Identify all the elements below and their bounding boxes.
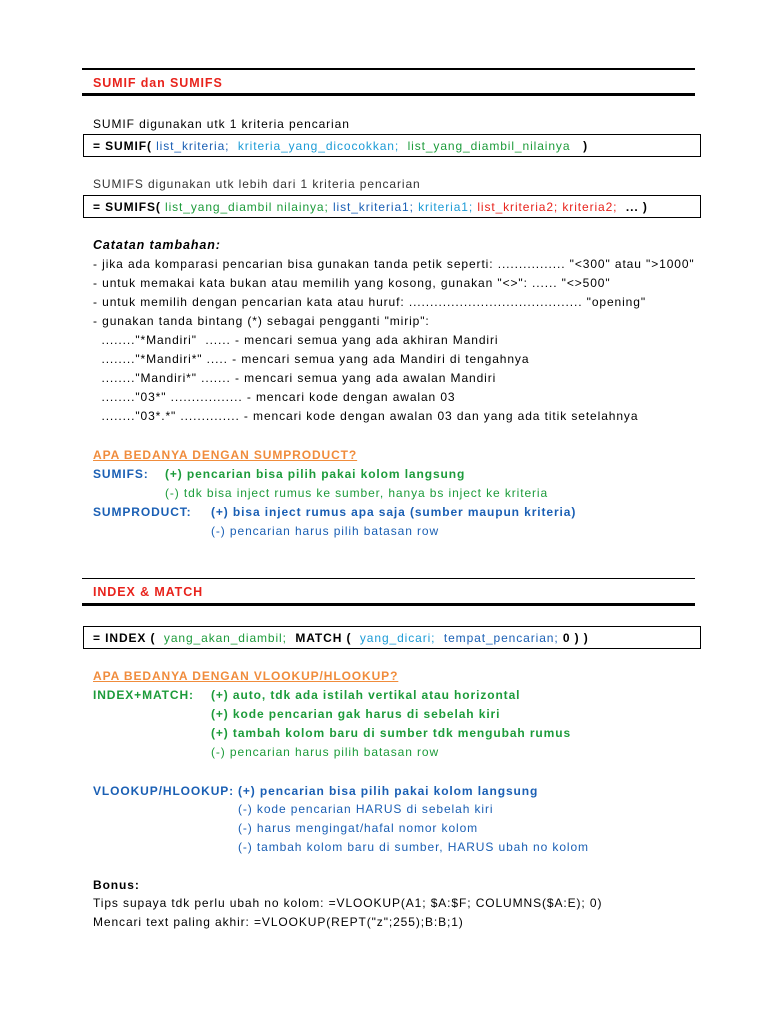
sumproduct-minus: (-) pencarian harus pilih batasan row (211, 524, 440, 538)
sumifs-arg-kriteria1: kriteria1; (418, 200, 474, 214)
sumifs-minus: (-) tdk bisa inject rumus ke sumber, hanya bs inject ke kriteria (165, 486, 549, 500)
index-arg-lookup: yang_dicari; (359, 631, 436, 645)
index-rule-thick (82, 603, 695, 606)
note-line: - untuk memilih dengan pencarian kata atau huruf: ......................................... "opening" (93, 295, 646, 309)
sumifs-arg-list-nilai: list_yang_diambil nilainya; (165, 200, 329, 214)
index-match-fn: MATCH ( (295, 631, 352, 645)
sumproduct-compare-title: APA BEDANYA DENGAN SUMPRODUCT? (93, 448, 358, 462)
top-rule-thin (82, 68, 695, 70)
sumifs-suffix: ... ) (625, 200, 648, 214)
note-line: - jika ada komparasi pencarian bisa gunakan tanda petik seperti: ................ "<300" atau ">1000" (93, 257, 695, 271)
sumifs-arg-list-kriteria2: list_kriteria2; (477, 200, 559, 214)
vlookup-compare-title: APA BEDANYA DENGAN VLOOKUP/HLOOKUP? (93, 669, 399, 683)
bonus-line: Tips supaya tdk perlu ubah no kolom: =VLOOKUP(A1; $A:$F; COLUMNS($A:E); 0) (93, 896, 603, 910)
sumproduct-label: SUMPRODUCT: (93, 505, 192, 519)
index-match-item: (+) kode pencarian gak harus di sebelah kiri (211, 707, 501, 721)
note-line: ........"03*.*" .............. - mencari kode dengan awalan 03 dan yang ada titik setelahnya (93, 409, 639, 423)
index-match-item: (+) tambah kolom baru di sumber tdk mengubah rumus (211, 726, 572, 740)
sumifs-description: SUMIFS digunakan utk lebih dari 1 kriteria pencarian (93, 177, 421, 191)
vlookup-item: (+) pencarian bisa pilih pakai kolom langsung (238, 784, 539, 798)
note-line: - gunakan tanda bintang (*) sebagai pengganti "mirip": (93, 314, 430, 328)
index-suffix: 0 ) ) (562, 631, 589, 645)
sumifs-prefix: = SUMIFS( (93, 200, 161, 214)
note-line: ........"*Mandiri" ...... - mencari semua yang ada akhiran Mandiri (93, 333, 499, 347)
sumifs-arg-list-kriteria1: list_kriteria1; (332, 200, 414, 214)
sumifs-formula-box (83, 195, 701, 218)
sumif-description: SUMIF digunakan utk 1 kriteria pencarian (93, 117, 350, 131)
note-line: ........"*Mandiri*" ..... - mencari semua yang ada Mandiri di tengahnya (93, 352, 530, 366)
bonus-title: Bonus: (93, 878, 140, 892)
sumifs-arg-kriteria2: kriteria2; (562, 200, 618, 214)
vlookup-label: VLOOKUP/HLOOKUP: (93, 784, 235, 798)
sumif-arg-kriteria: kriteria_yang_dicocokkan; (237, 139, 400, 153)
index-formula-box (83, 626, 701, 649)
index-arg-range: tempat_pencarian; (443, 631, 559, 645)
vlookup-item: (-) kode pencarian HARUS di sebelah kiri (238, 802, 494, 816)
index-match-label: INDEX+MATCH: (93, 688, 194, 702)
index-prefix: = INDEX ( (93, 631, 156, 645)
index-arg-result: yang_akan_diambil; (163, 631, 287, 645)
note-line: ........"Mandiri*" ....... - mencari semua yang ada awalan Mandiri (93, 371, 497, 385)
note-line: ........"03*" ................. - mencari kode dengan awalan 03 (93, 390, 456, 404)
sumif-arg-list-nilai: list_yang_diambil_nilainya (407, 139, 571, 153)
index-rule-thin (82, 578, 695, 579)
sumif-formula-box (83, 134, 701, 157)
index-match-item: (+) auto, tdk ada istilah vertikal atau horizontal (211, 688, 521, 702)
sumifs-plus: (+) pencarian bisa pilih pakai kolom langsung (165, 467, 466, 481)
vlookup-item: (-) harus mengingat/hafal nomor kolom (238, 821, 479, 835)
bonus-line: Mencari text paling akhir: =VLOOKUP(REPT("z";255);B:B;1) (93, 915, 464, 929)
notes-title: Catatan tambahan: (93, 238, 221, 252)
section-title-sumif: SUMIF dan SUMIFS (93, 76, 223, 90)
sumproduct-plus: (+) bisa inject rumus apa saja (sumber maupun kriteria) (211, 505, 577, 519)
index-match-item: (-) pencarian harus pilih batasan row (211, 745, 440, 759)
sumifs-label: SUMIFS: (93, 467, 149, 481)
sumif-prefix: = SUMIF( (93, 139, 152, 153)
vlookup-item: (-) tambah kolom baru di sumber, HARUS ubah no kolom (238, 840, 589, 854)
note-line: - untuk memakai kata bukan atau memilih yang kosong, gunakan "<>": ...... "<>500" (93, 276, 611, 290)
sumif-suffix: ) (583, 139, 589, 153)
section-title-index-match: INDEX & MATCH (93, 585, 204, 599)
sumif-arg-list-kriteria: list_kriteria; (156, 139, 230, 153)
section-rule-thick (82, 93, 695, 96)
